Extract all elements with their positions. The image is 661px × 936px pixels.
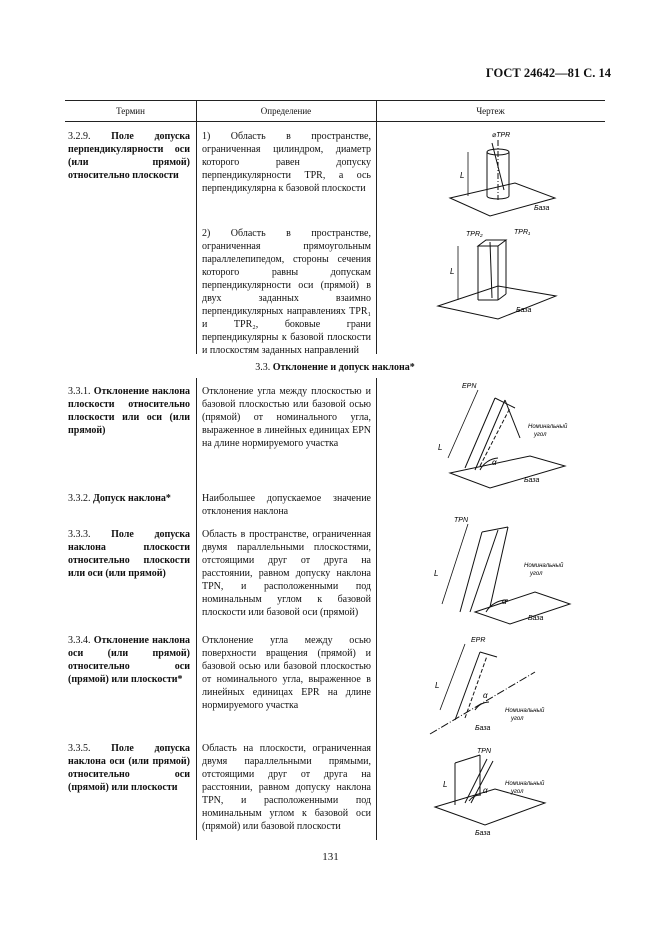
term-3-3-3	[68, 528, 190, 580]
label-epn: EPN	[462, 383, 477, 390]
label-baza: База	[524, 477, 540, 484]
definition-3-2-9-2: 2) Область в пространстве, ограниченная прямоугольным параллелепипедом, стороны сечения которого равны допускам перпендикулярности оси (прямой) в двух заданных взаимно перпендикулярных направлениях TPR₁ и TPR₂, боковые грани перпендикулярны к базовой плоскости и плоскостям заданных направлений	[202, 228, 371, 356]
column-divider-1	[196, 100, 197, 354]
label-baza: База	[475, 830, 491, 837]
label-l: L	[438, 443, 443, 452]
label-l: L	[434, 569, 439, 578]
term-number: 3.3.1.	[68, 386, 91, 397]
column-header-term: Термин	[116, 106, 145, 116]
page-header: ГОСТ 24642—81 С. 14	[485, 66, 611, 80]
label-tpn: TPN	[454, 517, 468, 524]
drawing-cylinder-tolerance	[430, 128, 565, 228]
term-number: 3.3.3.	[68, 529, 91, 540]
term-3-3-4	[68, 634, 190, 686]
label-l: L	[450, 267, 455, 276]
column-divider-2	[376, 100, 377, 354]
table-header-rule	[65, 121, 605, 122]
term-3-3-5	[68, 742, 190, 794]
drawing-box-tolerance	[428, 224, 563, 329]
term-number: 3.3.4.	[68, 635, 91, 646]
section-title	[65, 362, 605, 373]
term-text: Отклонение наклона плоскости относительно плоскости или оси (или прямой)	[68, 386, 190, 436]
definition-3-3-2: Наибольшее допускаемое значение отклонения наклона	[202, 493, 371, 517]
column-header-definition: Определение	[260, 106, 312, 116]
definition-3-2-9-1: 1) Область в пространстве, ограниченная цилиндром, диаметр которого равен допуску перпендикулярности TPR, а ось перпендикулярна к базовой плоскости	[202, 131, 371, 194]
label-baza: База	[534, 205, 550, 212]
definition-3-3-1: Отклонение угла между плоскостью и базовой плоскостью или базовой осью (прямой) от номинального угла, выраженное в линейных единицах EPN на длине нормируемого участка	[202, 386, 371, 449]
label-epr: EPR	[471, 637, 486, 644]
label-nominal-2: угол	[534, 432, 547, 438]
drawing-inclination-deviation	[420, 378, 580, 498]
term-text: Отклонение наклона оси (или прямой) относительно оси (прямой) или плоскости*	[68, 635, 190, 685]
label-nominal-1: Номинальный	[505, 708, 545, 714]
label-l: L	[435, 681, 440, 690]
label-alpha: α	[483, 691, 488, 700]
label-nominal-2: угол	[511, 789, 524, 795]
label-tpr: ⌀TPR	[492, 132, 511, 139]
term-number: 3.2.9.	[68, 131, 91, 142]
term-3-2-9	[68, 130, 190, 182]
label-tpr1: TPR₁	[514, 229, 531, 236]
label-nominal-2: угол	[511, 716, 524, 722]
label-baza: База	[528, 615, 544, 622]
section-text: Отклонение и допуск наклона*	[272, 362, 415, 373]
term-text: Поле допуска наклона плоскости относительно плоскости или оси (или прямой)	[68, 529, 190, 579]
term-text: Поле допуска наклона оси (или прямой) относительно оси (прямой) или плоскости	[68, 743, 190, 793]
label-nominal-2: угол	[530, 571, 543, 577]
column-header-drawing: Чертеж	[476, 106, 505, 116]
term-text: Поле допуска перпендикулярности оси (или прямой) относительно плоскости	[68, 131, 190, 181]
definition-3-3-3: Область в пространстве, ограниченная двумя параллельными плоскостями, отстоящими друг от друга на расстоянии, равном допуску наклона TPN, и расположенными под номинальным углом к базовой плоскости или базовой оси (прямой)	[202, 529, 371, 618]
section-number: 3.3.	[255, 362, 271, 373]
label-l: L	[443, 780, 448, 789]
drawing-inclination-plane-zone	[420, 512, 580, 635]
term-3-3-2	[68, 492, 190, 505]
table-top-rule	[65, 100, 605, 101]
label-tpr2: TPR₂	[466, 231, 483, 238]
drawing-axis-inclination-zone	[425, 745, 575, 845]
label-alpha: α	[502, 597, 507, 606]
drawing-axis-inclination-deviation	[425, 632, 575, 747]
label-l: L	[460, 171, 465, 180]
definition-3-3-5: Область на плоскости, ограниченная двумя параллельными прямыми, отстоящими друг от друга на расстоянии, равном допуску наклона TPN, и расположенными под номинальным углом к базовой оси (прямой) или базовой плоскости	[202, 743, 371, 832]
label-baza: База	[475, 725, 491, 732]
label-alpha: α	[492, 458, 497, 467]
label-nominal-1: Номинальный	[524, 563, 564, 569]
page-number: 131	[322, 851, 339, 863]
term-number: 3.3.5.	[68, 743, 91, 754]
definition-3-3-4: Отклонение угла между осью поверхности вращения (прямой) и базовой осью или базовой плоскостью от номинального угла, выраженное в линейных единицах EPR на длине нормируемого участка	[202, 635, 371, 711]
label-nominal-1: Номинальный	[528, 424, 568, 430]
term-3-3-1	[68, 385, 190, 437]
term-number: 3.3.2.	[68, 493, 91, 504]
label-alpha: α	[483, 786, 488, 795]
label-tpn: TPN	[477, 748, 491, 755]
label-baza: База	[516, 307, 532, 314]
column-divider-2b	[376, 378, 377, 840]
label-nominal-1: Номинальный	[505, 781, 545, 787]
term-text: Допуск наклона*	[93, 493, 171, 504]
column-divider-1b	[196, 378, 197, 840]
